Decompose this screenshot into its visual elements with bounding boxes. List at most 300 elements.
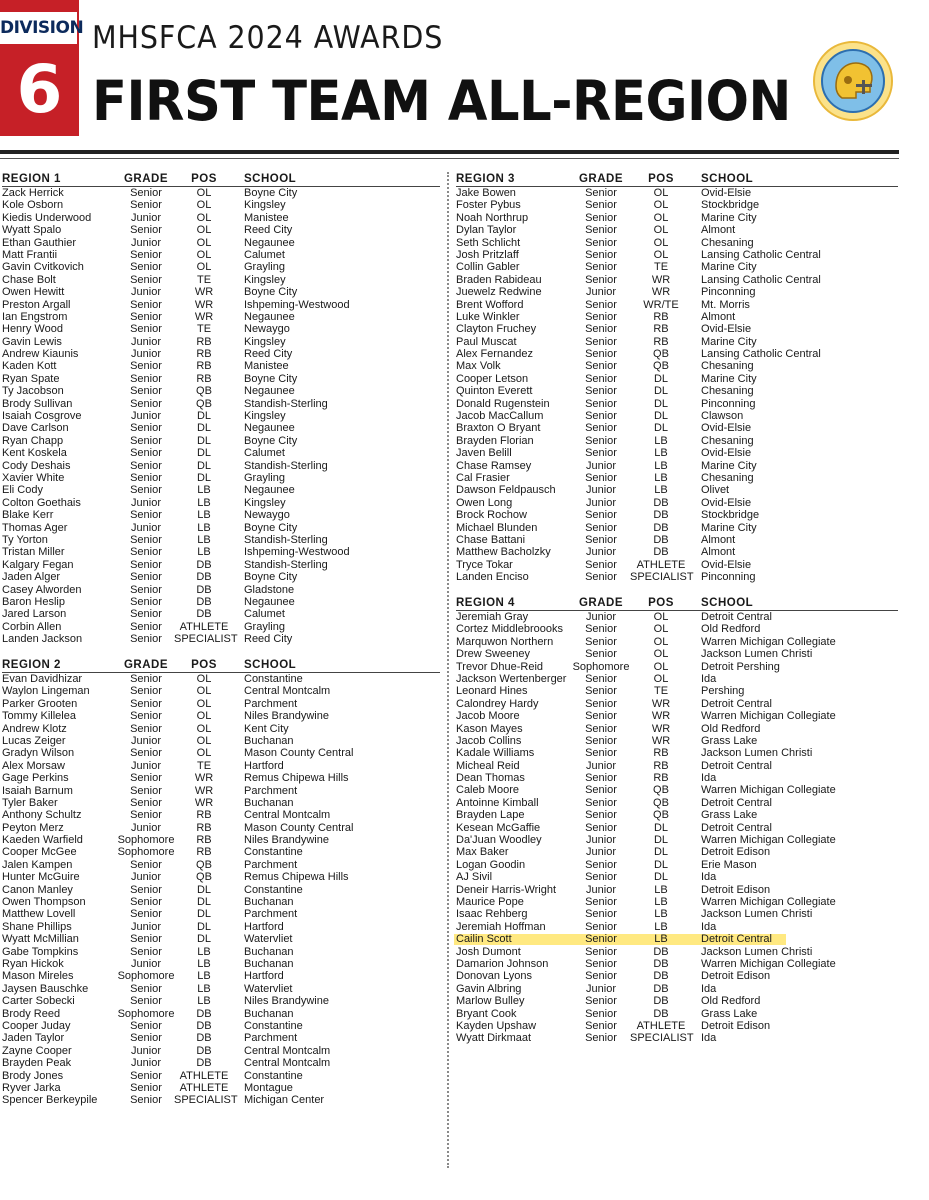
- player-position: OL: [653, 236, 669, 249]
- player-school: Standish-Sterling: [244, 558, 328, 571]
- player-position: LB: [197, 533, 211, 546]
- player-school: Kingsley: [244, 496, 286, 509]
- player-name: Gavin Albring: [456, 982, 522, 995]
- player-position: DB: [196, 583, 212, 596]
- player-name: Braxton O Bryant: [456, 422, 541, 435]
- player-grade: Junior: [131, 496, 161, 509]
- player-position: WR: [651, 710, 671, 723]
- player-name: Max Volk: [456, 360, 501, 373]
- player-position: DL: [196, 883, 212, 896]
- player-position: RB: [196, 348, 212, 361]
- player-name: Josh Dumont: [456, 945, 521, 958]
- player-name: Isaiah Cosgrove: [2, 410, 82, 423]
- player-school: Constantine: [244, 846, 303, 859]
- player-grade: Senior: [585, 1007, 617, 1020]
- player-name: Mason Mireles: [2, 970, 74, 983]
- player-school: Detroit Edison: [701, 883, 771, 896]
- player-position: LB: [197, 995, 211, 1008]
- player-position: TE: [653, 261, 669, 274]
- player-grade: Junior: [131, 335, 161, 348]
- player-grade: Senior: [585, 471, 617, 484]
- player-name: Wyatt Spalo: [2, 224, 62, 237]
- player-school: Constantine: [244, 1069, 303, 1082]
- player-grade: Senior: [130, 187, 162, 199]
- player-school: Warren Michigan Collegiate: [701, 895, 836, 908]
- player-position: LB: [654, 920, 668, 933]
- player-position: RB: [196, 360, 212, 373]
- player-grade: Senior: [130, 509, 162, 522]
- player-name: Henry Wood: [2, 323, 63, 336]
- player-grade: Senior: [585, 348, 617, 361]
- player-row: [456, 274, 898, 286]
- player-row: [2, 1045, 440, 1057]
- player-name: Foster Pybus: [456, 199, 521, 212]
- player-row: [2, 621, 440, 633]
- player-row: [2, 484, 440, 496]
- player-position: DB: [653, 521, 669, 534]
- player-school: Mason County Central: [244, 747, 354, 760]
- player-position: DB: [653, 533, 669, 546]
- player-grade: Sophomore: [117, 846, 175, 859]
- player-school: Marine City: [701, 211, 757, 224]
- player-school: Parchment: [244, 908, 298, 921]
- player-grade: Junior: [131, 286, 161, 299]
- player-row: [2, 772, 440, 784]
- player-grade: Senior: [585, 422, 617, 435]
- player-position: DB: [196, 1032, 212, 1045]
- player-position: OL: [196, 710, 212, 723]
- player-row: [456, 623, 898, 635]
- player-grade: Senior: [585, 385, 617, 398]
- player-position: OL: [196, 747, 212, 760]
- player-row: [456, 735, 898, 747]
- player-position: DB: [653, 546, 669, 559]
- player-school: Niles Brandywine: [244, 995, 329, 1008]
- player-position: OL: [653, 672, 669, 685]
- player-row: [456, 497, 898, 509]
- player-row: [2, 584, 440, 596]
- player-row: [2, 834, 440, 846]
- player-name: Chase Ramsey: [456, 459, 532, 472]
- player-row: [456, 460, 898, 472]
- player-row: [456, 522, 898, 534]
- player-position: WR/TE: [643, 298, 679, 311]
- player-school: Chesaning: [701, 236, 754, 249]
- player-name: Jaden Alger: [2, 571, 61, 584]
- player-name: Ryan Chapp: [2, 434, 64, 447]
- player-position: OL: [653, 623, 669, 636]
- region-2-table: [2, 658, 440, 1107]
- player-school: Almont: [701, 546, 736, 559]
- player-name: Braden Rabideau: [456, 273, 542, 286]
- player-grade: Senior: [585, 509, 617, 522]
- player-name: Ty Yorton: [2, 533, 48, 546]
- division-badge: [0, 0, 84, 136]
- player-grade: Senior: [585, 772, 617, 785]
- player-row: [2, 546, 440, 558]
- player-name: Blake Kerr: [2, 509, 54, 522]
- player-position: DB: [653, 1007, 669, 1020]
- player-school: Grass Lake: [701, 809, 758, 822]
- player-position: DB: [196, 558, 212, 571]
- player-name: Calondrey Hardy: [456, 697, 539, 710]
- player-grade: Senior: [585, 796, 617, 809]
- player-position: SPECIALIST: [630, 1032, 694, 1045]
- player-row: [2, 509, 440, 521]
- player-grade: Junior: [586, 459, 616, 472]
- player-grade: Junior: [131, 236, 161, 249]
- player-row: [2, 311, 440, 323]
- player-position: OL: [653, 635, 669, 648]
- player-name: Wyatt McMillian: [2, 933, 79, 946]
- player-school: Detroit Central: [701, 697, 772, 710]
- player-grade: Senior: [130, 633, 162, 646]
- player-row: [456, 933, 898, 945]
- player-grade: Senior: [130, 385, 162, 398]
- player-grade: Junior: [131, 348, 161, 361]
- region-title: REGION 2: [2, 659, 61, 671]
- player-position: WR: [194, 796, 214, 809]
- player-row: [2, 1057, 440, 1069]
- player-name: Carter Sobecki: [2, 995, 75, 1008]
- player-row: [2, 261, 440, 273]
- region-title: REGION 4: [456, 597, 515, 609]
- player-row: [2, 822, 440, 834]
- player-row: [2, 608, 440, 620]
- player-position: OL: [653, 648, 669, 661]
- player-position: RB: [196, 335, 212, 348]
- player-grade: Senior: [585, 648, 617, 661]
- player-name: Hunter McGuire: [2, 871, 80, 884]
- player-row: [456, 373, 898, 385]
- player-row: [2, 1070, 440, 1082]
- player-grade: Junior: [131, 920, 161, 933]
- player-position: OL: [196, 734, 212, 747]
- player-grade: Senior: [130, 933, 162, 946]
- player-position: LB: [197, 970, 211, 983]
- player-row: [2, 299, 440, 311]
- player-row: [456, 710, 898, 722]
- player-school: Ovid-Elsie: [701, 422, 752, 435]
- player-row: [456, 187, 898, 199]
- school-column-header: SCHOOL: [701, 173, 754, 185]
- player-school: Detroit Central: [701, 759, 772, 772]
- page-subtitle: MHSFCA 2024 AWARDS: [92, 20, 444, 56]
- player-school: Pinconning: [701, 397, 756, 410]
- player-grade: Senior: [585, 199, 617, 212]
- player-grade: Junior: [131, 410, 161, 423]
- player-school: Old Redford: [701, 995, 761, 1008]
- player-row: [2, 747, 440, 759]
- player-grade: Senior: [130, 858, 162, 871]
- player-grade: Senior: [130, 945, 162, 958]
- player-position: TE: [196, 273, 212, 286]
- player-name: Chase Battani: [456, 533, 526, 546]
- player-grade: Senior: [130, 298, 162, 311]
- player-name: Brody Jones: [2, 1069, 64, 1082]
- player-grade: Senior: [585, 261, 617, 274]
- player-school: Clawson: [701, 410, 744, 423]
- player-grade: Senior: [585, 710, 617, 723]
- player-position: LB: [197, 509, 211, 522]
- player-name: Tryce Tokar: [456, 558, 513, 571]
- school-column-header: SCHOOL: [244, 659, 297, 671]
- player-row: [2, 995, 440, 1007]
- player-row: [2, 199, 440, 211]
- player-name: Evan Davidhizar: [2, 673, 83, 685]
- player-row: [456, 958, 898, 970]
- player-school: Kent City: [244, 722, 289, 735]
- player-grade: Senior: [585, 372, 617, 385]
- player-school: Calumet: [244, 608, 285, 621]
- player-name: Cooper McGee: [2, 846, 77, 859]
- player-name: Parker Grooten: [2, 697, 78, 710]
- region-title: REGION 3: [456, 173, 515, 185]
- player-row: [456, 261, 898, 273]
- player-grade: Senior: [585, 410, 617, 423]
- player-name: Deneir Harris-Wright: [456, 883, 557, 896]
- player-school: Boyne City: [244, 521, 298, 534]
- player-row: [2, 274, 440, 286]
- player-school: Buchanan: [244, 1007, 294, 1020]
- player-row: [456, 884, 898, 896]
- player-grade: Junior: [131, 957, 161, 970]
- player-position: WR: [194, 286, 214, 299]
- pos-column-header: POS: [191, 659, 217, 671]
- player-row: [456, 559, 898, 571]
- player-position: DL: [653, 385, 669, 398]
- player-school: Parchment: [244, 858, 298, 871]
- player-school: Boyne City: [244, 571, 298, 584]
- player-school: Almont: [701, 533, 736, 546]
- player-row: [456, 534, 898, 546]
- player-position: DL: [196, 447, 212, 460]
- player-school: Boyne City: [244, 434, 298, 447]
- player-name: Andrew Kiaunis: [2, 348, 79, 361]
- player-grade: Senior: [585, 397, 617, 410]
- player-school: Old Redford: [701, 623, 761, 636]
- player-school: Central Montcalm: [244, 1044, 331, 1057]
- player-grade: Senior: [130, 772, 162, 785]
- player-school: Ida: [701, 982, 717, 995]
- player-school: Lansing Catholic Central: [701, 248, 821, 261]
- player-position: ATHLETE: [179, 1081, 229, 1094]
- player-grade: Senior: [130, 372, 162, 385]
- player-school: Watervliet: [244, 982, 293, 995]
- player-name: Owen Hewitt: [2, 286, 65, 299]
- player-position: SPECIALIST: [174, 1094, 238, 1107]
- player-grade: Senior: [130, 995, 162, 1008]
- player-row: [2, 884, 440, 896]
- player-name: Max Baker: [456, 846, 509, 859]
- player-position: RB: [196, 821, 212, 834]
- player-name: Leonard Hines: [456, 685, 528, 698]
- player-name: Cal Frasier: [456, 471, 510, 484]
- player-name: Brody Reed: [2, 1007, 61, 1020]
- player-name: Noah Northrup: [456, 211, 529, 224]
- player-name: Paul Muscat: [456, 335, 517, 348]
- player-name: Jacob Collins: [456, 734, 522, 747]
- player-row: [2, 435, 440, 447]
- player-row: [456, 636, 898, 648]
- player-position: DL: [196, 920, 212, 933]
- player-school: Erie Mason: [701, 858, 757, 871]
- player-name: Colton Goethais: [2, 496, 81, 509]
- player-row: [456, 1020, 898, 1032]
- player-name: Brayden Florian: [456, 434, 534, 447]
- player-row: [456, 846, 898, 858]
- player-grade: Junior: [131, 1044, 161, 1057]
- player-name: Trevor Dhue-Reid: [456, 660, 544, 673]
- player-grade: Senior: [130, 747, 162, 760]
- player-school: Pinconning: [701, 571, 756, 584]
- player-position: OL: [196, 261, 212, 274]
- player-name: Jalen Kampen: [2, 858, 73, 871]
- player-grade: Senior: [585, 623, 617, 636]
- player-name: Matthew Bacholzky: [456, 546, 551, 559]
- player-row: [456, 896, 898, 908]
- player-name: Jeremiah Hoffman: [456, 920, 546, 933]
- player-grade: Senior: [130, 1094, 162, 1107]
- player-school: Grayling: [244, 620, 285, 633]
- player-school: Jackson Lumen Christi: [701, 945, 813, 958]
- player-row: [456, 422, 898, 434]
- player-position: OL: [196, 187, 212, 199]
- column-divider: [447, 172, 449, 1168]
- player-row: [2, 698, 440, 710]
- player-name: Drew Sweeney: [456, 648, 530, 661]
- player-school: Jackson Lumen Christi: [701, 908, 813, 921]
- player-name: AJ Sivil: [456, 871, 493, 884]
- player-school: Negaunee: [244, 385, 295, 398]
- player-school: Detroit Edison: [701, 970, 771, 983]
- player-school: Marine City: [701, 261, 757, 274]
- player-row: [2, 871, 440, 883]
- player-row: [2, 846, 440, 858]
- player-row: [456, 698, 898, 710]
- player-name: Gavin Lewis: [2, 335, 62, 348]
- player-name: Kiedis Underwood: [2, 211, 92, 224]
- player-position: QB: [196, 871, 212, 884]
- player-row: [2, 348, 440, 360]
- player-grade: Senior: [130, 546, 162, 559]
- player-school: Ishpeming-Westwood: [244, 546, 350, 559]
- grade-column-header: GRADE: [578, 597, 624, 609]
- player-grade: Junior: [131, 871, 161, 884]
- player-school: Michigan Center: [244, 1094, 325, 1107]
- player-row: [456, 509, 898, 521]
- player-name: Cailin Scott: [456, 933, 512, 946]
- player-name: Tyler Baker: [2, 796, 58, 809]
- player-school: Parchment: [244, 697, 298, 710]
- player-row: [456, 760, 898, 772]
- player-school: Boyne City: [244, 187, 298, 199]
- player-grade: Senior: [130, 1019, 162, 1032]
- player-grade: Senior: [585, 957, 617, 970]
- player-name: Marlow Bulley: [456, 995, 525, 1008]
- player-name: Matthew Lovell: [2, 908, 76, 921]
- player-school: Detroit Edison: [701, 1019, 771, 1032]
- player-name: Antoinne Kimball: [456, 796, 539, 809]
- player-name: Gradyn Wilson: [2, 747, 75, 760]
- pos-column-header: POS: [648, 173, 674, 185]
- player-name: Kadale Williams: [456, 747, 535, 760]
- player-school: Buchanan: [244, 945, 294, 958]
- region-header: [456, 596, 898, 611]
- player-name: Kole Osborn: [2, 199, 64, 212]
- player-grade: Senior: [585, 747, 617, 760]
- player-name: Owen Long: [456, 496, 513, 509]
- player-name: Jacob MacCallum: [456, 410, 544, 423]
- player-name: Gabe Tompkins: [2, 945, 79, 958]
- player-grade: Senior: [130, 360, 162, 373]
- player-name: Luke Winkler: [456, 310, 520, 323]
- player-grade: Senior: [585, 722, 617, 735]
- player-position: DL: [653, 397, 669, 410]
- player-grade: Senior: [585, 734, 617, 747]
- player-row: [456, 822, 898, 834]
- player-row: [456, 673, 898, 685]
- player-position: WR: [194, 310, 214, 323]
- player-position: QB: [653, 796, 669, 809]
- header-rule-thick: [0, 150, 899, 154]
- player-name: Jared Larson: [2, 608, 67, 621]
- player-row: [2, 187, 440, 199]
- player-school: Constantine: [244, 883, 303, 896]
- player-position: WR: [194, 298, 214, 311]
- player-row: [2, 685, 440, 697]
- player-position: QB: [196, 385, 212, 398]
- player-school: Ovid-Elsie: [701, 558, 752, 571]
- player-row: [456, 747, 898, 759]
- player-row: [456, 859, 898, 871]
- player-school: Ovid-Elsie: [701, 187, 752, 199]
- player-position: DL: [196, 410, 212, 423]
- player-school: Niles Brandywine: [244, 710, 329, 723]
- player-name: Damarion Johnson: [456, 957, 549, 970]
- player-school: Chesaning: [701, 471, 754, 484]
- school-column-header: SCHOOL: [244, 173, 297, 185]
- player-position: LB: [654, 895, 668, 908]
- player-grade: Senior: [585, 521, 617, 534]
- player-row: [456, 410, 898, 422]
- player-grade: Senior: [130, 273, 162, 286]
- player-name: Corbin Allen: [2, 620, 62, 633]
- player-position: WR: [651, 734, 671, 747]
- player-position: DB: [653, 982, 669, 995]
- player-position: DL: [196, 896, 212, 909]
- player-position: DB: [653, 509, 669, 522]
- player-school: Remus Chipewa Hills: [244, 772, 349, 785]
- player-row: [456, 472, 898, 484]
- player-row: [456, 970, 898, 982]
- player-name: Xavier White: [2, 471, 65, 484]
- player-school: Central Montcalm: [244, 809, 331, 822]
- player-grade: Senior: [130, 620, 162, 633]
- player-name: Kent Koskela: [2, 447, 67, 460]
- player-row: [2, 809, 440, 821]
- player-position: WR: [194, 784, 214, 797]
- player-position: DB: [196, 1044, 212, 1057]
- player-row: [2, 385, 440, 397]
- player-school: Chesaning: [701, 434, 754, 447]
- player-position: OL: [196, 722, 212, 735]
- player-row: [2, 760, 440, 772]
- player-name: Lucas Zeiger: [2, 734, 66, 747]
- player-position: OL: [196, 673, 212, 685]
- player-name: Bryant Cook: [456, 1007, 517, 1020]
- player-position: LB: [197, 957, 211, 970]
